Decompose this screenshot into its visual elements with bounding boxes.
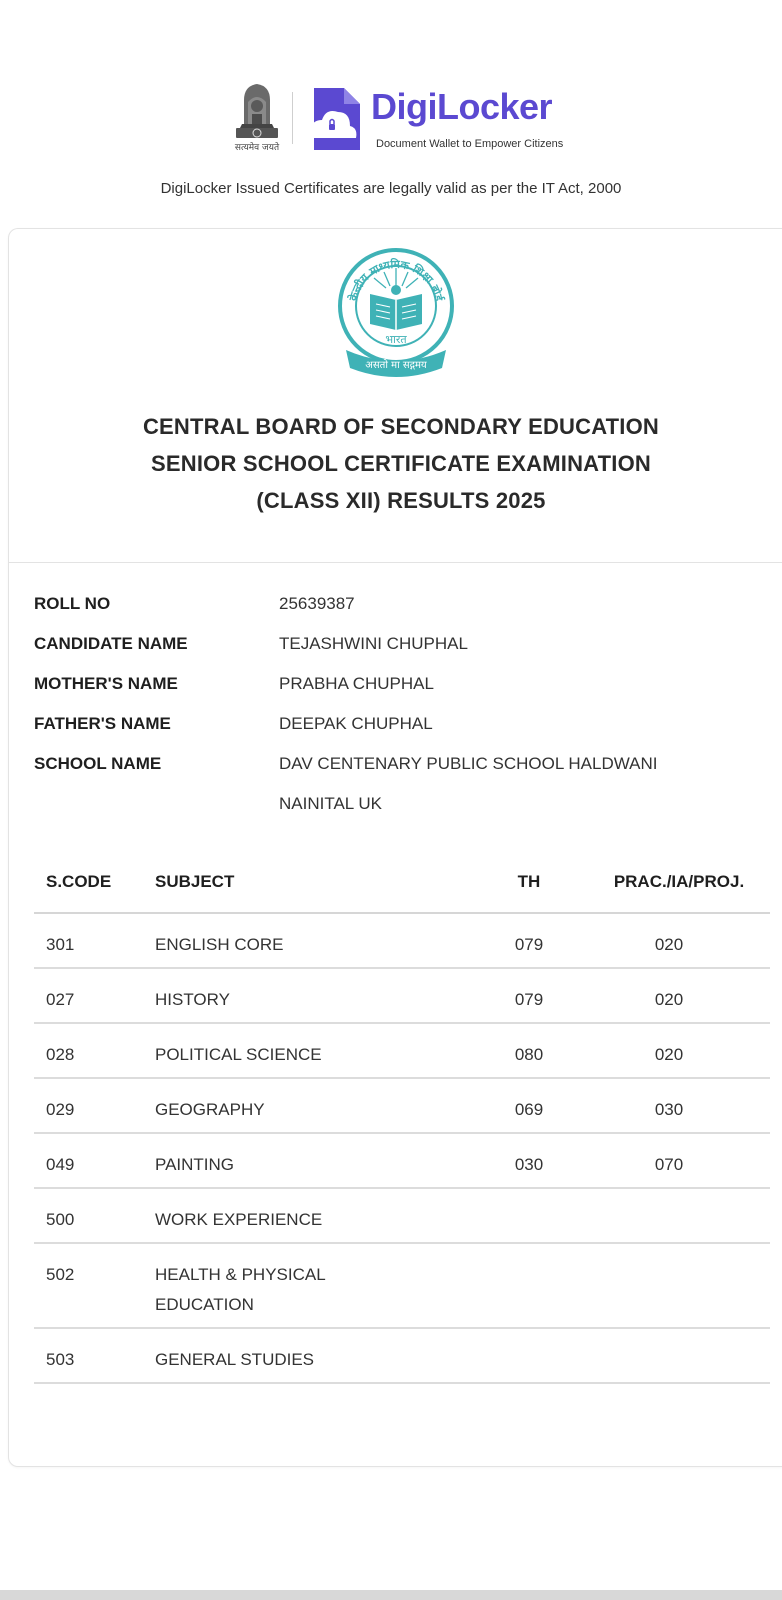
cell-subject: ENGLISH CORE — [155, 935, 284, 954]
marks-table — [34, 862, 770, 1384]
table-header — [34, 862, 770, 914]
emblem-caption: सत्यमेव जयते — [234, 143, 280, 153]
cell-subject: WORK EXPERIENCE — [155, 1210, 323, 1229]
title-line-board: CENTRAL BOARD OF SECONDARY EDUCATION — [142, 414, 660, 439]
table-row — [34, 1244, 770, 1329]
info-label: SCHOOL NAME — [34, 754, 162, 773]
cell-code: 028 — [46, 1045, 75, 1064]
digilocker-header — [0, 0, 782, 230]
cell-theory: 069 — [514, 1100, 544, 1119]
digilocker-tagline: Document Wallet to Empower Citizens — [376, 138, 564, 150]
cell-practical: 020 — [654, 935, 684, 954]
info-label: CANDIDATE NAME — [34, 634, 188, 653]
header-practical: PRAC./IA/PROJ. — [613, 872, 745, 891]
school-name-line-2: NAINITAL UK — [279, 794, 382, 813]
info-value: PRABHA CHUPHAL — [279, 674, 434, 693]
section-divider — [8, 562, 782, 563]
cell-theory: 030 — [514, 1155, 544, 1174]
header-subject-code: S.CODE — [46, 872, 112, 891]
cell-practical: 020 — [654, 990, 684, 1009]
header-subject: SUBJECT — [155, 872, 235, 891]
bottom-scroll-edge — [0, 1590, 782, 1600]
table-row — [34, 969, 770, 1024]
cell-practical: 020 — [654, 1045, 684, 1064]
cell-code: 027 — [46, 990, 75, 1009]
table-row — [34, 1024, 770, 1079]
cell-practical: 070 — [654, 1155, 684, 1174]
table-row — [34, 1329, 770, 1384]
cell-subject: GENERAL STUDIES — [155, 1350, 315, 1369]
seal-center-text: भारत — [385, 333, 407, 346]
info-label: MOTHER'S NAME — [34, 674, 178, 693]
info-label: FATHER'S NAME — [34, 714, 171, 733]
cell-theory: 079 — [514, 935, 544, 954]
info-value: DEEPAK CHUPHAL — [279, 714, 433, 733]
table-row — [34, 914, 770, 969]
table-row — [34, 1134, 770, 1189]
digilocker-logo-icon — [306, 84, 364, 156]
cell-code: 301 — [46, 935, 75, 954]
school-name-line-1: DAV CENTENARY PUBLIC SCHOOL HALDWANI — [279, 754, 658, 773]
cell-subject: HISTORY — [155, 990, 230, 1009]
logo-divider — [292, 92, 293, 144]
seal-top-text: केन्द्रीय माध्यमिक शिक्षा बोर्ड — [346, 257, 446, 303]
cell-theory: 080 — [514, 1045, 544, 1064]
title-line-exam: SENIOR SCHOOL CERTIFICATE EXAMINATION — [151, 451, 651, 476]
certificate-title — [0, 408, 782, 519]
cell-subject: PAINTING — [155, 1155, 235, 1174]
digilocker-brand-name: DigiLocker — [371, 86, 553, 127]
subject-line-2: EDUCATION — [155, 1295, 254, 1314]
cell-theory: 079 — [514, 990, 544, 1009]
cbse-seal-icon — [336, 246, 456, 382]
legal-validity-notice: DigiLocker Issued Certificates are legally valid as per the IT Act, 2000 — [160, 180, 622, 197]
cell-code: 503 — [46, 1350, 75, 1369]
seal-ribbon-text: असतो मा सद्गमय — [365, 360, 427, 371]
subject-line-1: HEALTH & PHYSICAL — [155, 1265, 326, 1284]
cell-practical: 030 — [654, 1100, 684, 1119]
header-theory: TH — [517, 872, 541, 891]
cell-code: 029 — [46, 1100, 75, 1119]
table-row — [34, 1189, 770, 1244]
info-value: TEJASHWINI CHUPHAL — [279, 634, 468, 653]
info-label: ROLL NO — [34, 594, 111, 613]
cell-code: 049 — [46, 1155, 75, 1174]
cell-subject — [155, 1260, 455, 1320]
table-row — [34, 1079, 770, 1134]
cell-subject: POLITICAL SCIENCE — [155, 1045, 322, 1064]
cell-subject: GEOGRAPHY — [155, 1100, 265, 1119]
cell-code: 502 — [46, 1265, 75, 1284]
title-line-class: (CLASS XII) RESULTS 2025 — [256, 488, 546, 513]
info-value — [279, 744, 759, 824]
info-value: 25639387 — [279, 594, 355, 613]
cell-code: 500 — [46, 1210, 75, 1229]
